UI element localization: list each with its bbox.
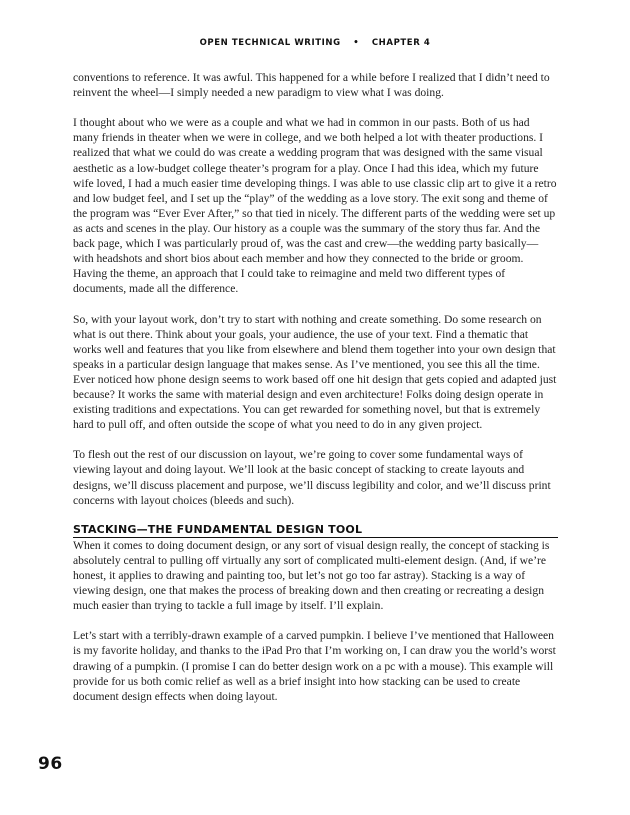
body-paragraph: conventions to reference. It was awful. This happened for a while before I realized that I didn’t need to reinvent the wheel—I simply needed a new paradigm to view what I was doing. (73, 71, 550, 100)
header-separator: • (353, 38, 360, 48)
running-header (0, 38, 630, 48)
book-title: OPEN TECHNICAL WRITING (199, 38, 341, 48)
section-paragraph: Let’s start with a terribly-drawn example of a carved pumpkin. I believe I’ve mentioned that Halloween is my favorite holiday, and thanks to the iPad Pro that I’m working on, I can draw you the world’s worst drawing of a pumpkin. (I promise I can do better design work on a pc with a mouse). This example will provide for us both comic relief as well as a brief insight into how stacking can be used to create document design effects when doing layout. (73, 629, 556, 703)
body-paragraph: I thought about who we were as a couple and what we had in common in our pasts. Both of us had many friends in theater when we were in college, and we both helped a lot with theater productions. I realized that what we could do was create a wedding program that was designed with the same visual aesthetic as a low-budget college theater’s program for a play. Once I had this idea, which my future wife loved, I had a much easier time developing things. I was able to use classic clip art to give it a retro and low budget feel, and I set up the “play” of the wedding as a love story. The exit song and theme of the program was “Ever Ever After,” so that tied in nicely. The different parts of the wedding were set up as acts and scenes in the play. Our history as a couple was the summary of the story thus far. And the back page, which I was particularly proud of, was the cast and crew—the wedding party basically—with headshots and short bios about each member and how they connected to the bride or groom. Having the theme, an approach that I could take to reimagine and meld two different types of documents, made all the difference. (73, 116, 557, 296)
body-paragraph: To flesh out the rest of our discussion on layout, we’re going to cover some fundamental ways of viewing layout and doing layout. We’ll look at the basic concept of stacking to create layouts and designs, we’ll discuss placement and purpose, we’ll discuss legibility and color, and we’ll discuss print concerns with layout choices (bleeds and such). (73, 448, 551, 507)
body-paragraph: So, with your layout work, don’t try to start with nothing and create something. Do some research on what is out there. Think about your goals, your audience, the use of your text. Find a thematic that works well and features that you like from elsewhere and blend them together into your own design that speaks in a particular design language that makes sense. As I’ve mentioned, you see this all the time. Ever noticed how phone design seems to work based off one hit design that gets copied and adapted just because? It works the same with material design and even architecture! Folks doing design operate in existing traditions and expectations. You can get rewarded for something novel, but that is extremely hard to pull off, and often outside the scope of what you need to do in any given project. (73, 312, 557, 432)
page-body (73, 70, 558, 719)
chapter-label: CHAPTER 4 (371, 38, 431, 48)
section-paragraph: When it comes to doing document design, or any sort of visual design really, the concept of stacking is absolutely central to pulling off virtually any sort of complicated multi-element design. (And, if we’re honest, it applies to drawing and painting too, but let’s not go too far astray). Stacking is a way of viewing design, one that makes the process of breaking down and then creating or recreating a design much easier than trying to tackle a full image by itself. I’ll explain. (73, 538, 550, 613)
page-number: 96 (38, 754, 63, 774)
section-heading: STACKING—THE FUNDAMENTAL DESIGN TOOL (73, 523, 558, 538)
